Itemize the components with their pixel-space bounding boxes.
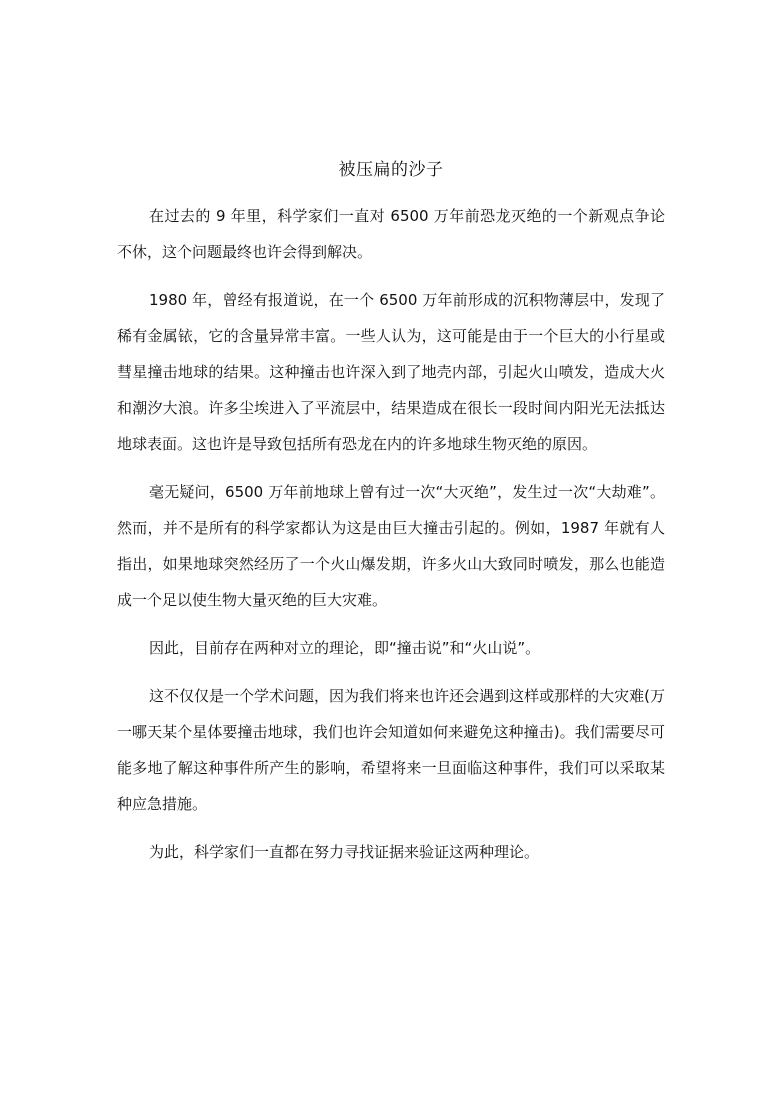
paragraph-1: 在过去的 9 年里，科学家们一直对 6500 万年前恐龙灭绝的一个新观点争论不休，这个问题最终也许会得到解决。: [117, 207, 665, 261]
paragraph-2: 1980 年，曾经有报道说，在一个 6500 万年前形成的沉积物薄层中，发现了稀有金属铱，它的含量异常丰富。一些人认为，这可能是由于一个巨大的小行星或彗星撞击地球的结果。这种撞击也许深入到了地壳内部，引起火山喷发，造成大火和潮汐大浪。许多尘埃进入了平流层中，结果造成在很长一段时间内阳光无法抵达地球表面。这也许是导致包括所有恐龙在内的许多地球生物灭绝的原因。: [117, 291, 665, 453]
paragraph-4: 因此，目前存在两种对立的理论，即“撞击说”和“火山说”。: [149, 639, 541, 657]
paragraph-3: 毫无疑问，6500 万年前地球上曾有过一次“大灭绝”，发生过一次“大劫难”。然而，并不是所有的科学家都认为这是由巨大撞击引起的。例如，1987 年就有人指出，如果地球突然经历了一个火山爆发期，许多火山大致同时喷发，那么也能造成一个足以使生物大量灭绝的巨大灾难。: [117, 483, 665, 609]
document-title: 被压扁的沙子: [338, 160, 444, 180]
document-page: [117, 152, 665, 882]
paragraph-6: 为此，科学家们一直都在努力寻找证据来验证这两种理论。: [149, 843, 540, 861]
paragraph-5: 这不仅仅是一个学术问题，因为我们将来也许还会遇到这样或那样的大灾难(万一哪天某个星体要撞击地球，我们也许会知道如何来避免这种撞击)。我们需要尽可能多地了解这种事件所产生的影响，希望将来一旦面临这种事件，我们可以采取某种应急措施。: [117, 687, 665, 813]
